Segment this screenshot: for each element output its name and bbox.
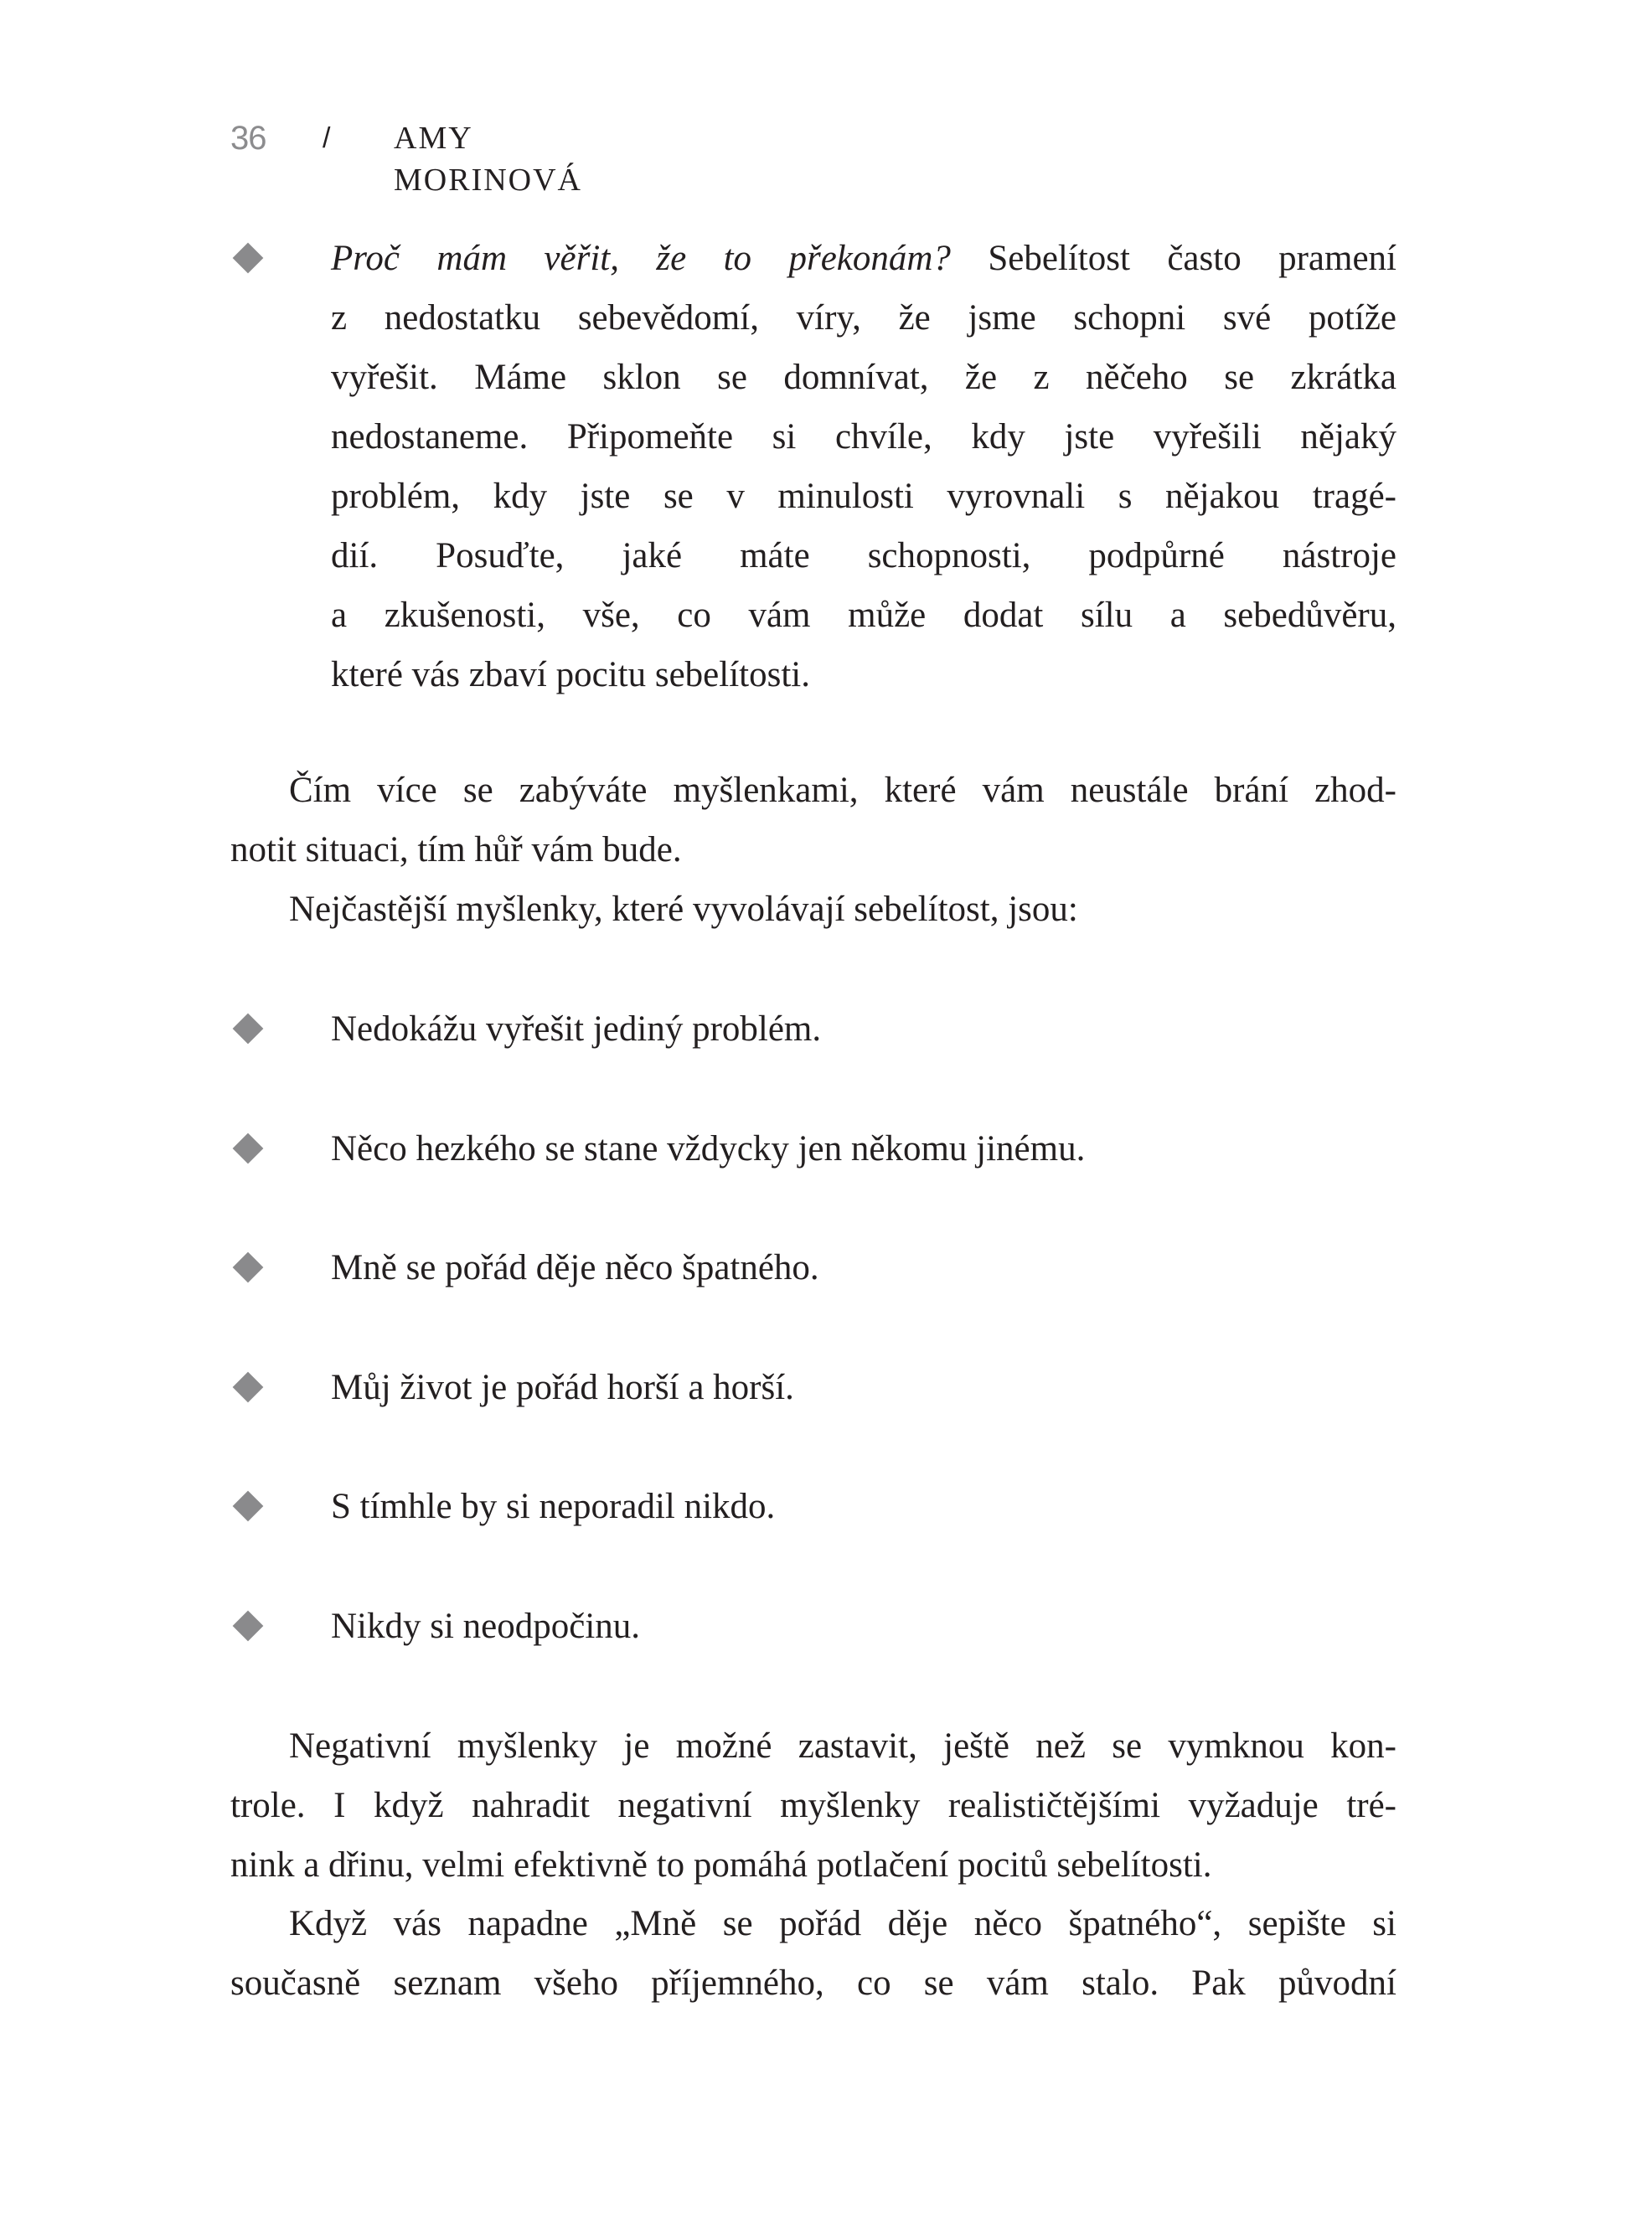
text-line: nink a dřinu, velmi efektivně to pomáhá potlačení pocitů sebelítosti. — [230, 1845, 1212, 1885]
text-line: dií. Posuďte, jaké máte schopnosti, podpůrné nástroje — [331, 536, 1396, 575]
text-line: nedostaneme. Připomeňte si chvíle, kdy jste vyřešili nějaký — [331, 417, 1396, 457]
text-line: které vás zbaví pocitu sebelítosti. — [331, 655, 810, 694]
page-number: 36 — [230, 120, 266, 157]
diamond-bullet-icon — [233, 1133, 264, 1164]
diamond-bullet-icon — [233, 1611, 264, 1642]
text-line — [331, 229, 1396, 288]
diamond-bullet-icon — [233, 1491, 264, 1522]
diamond-bullet-icon — [233, 1252, 264, 1283]
text-line: současně seznam všeho příjemného, co se vám stalo. Pak původní — [230, 1963, 1396, 2003]
text-line: a zkušenosti, vše, co vám může dodat sílu a sebedůvěru, — [331, 596, 1396, 635]
header-separator: / — [323, 122, 331, 154]
text-line: Nejčastější myšlenky, které vyvolávají sebelítost, jsou: — [289, 890, 1078, 929]
text-line: Negativní myšlenky je možné zastavit, ještě než se vymknou kon- — [289, 1726, 1396, 1766]
italic-question: Proč mám věřit, že to překonám? — [331, 239, 951, 278]
diamond-bullet-icon — [233, 243, 264, 274]
bullet-paragraph-text — [331, 229, 1396, 704]
text-line: Čím více se zabýváte myšlenkami, které vám neustále brání zhod- — [289, 771, 1396, 810]
diamond-bullet-icon — [233, 1014, 264, 1045]
paragraph — [230, 880, 1396, 939]
list-item-text: S tímhle by si neporadil nikdo. — [331, 1487, 776, 1526]
diamond-bullet-icon — [233, 1372, 264, 1403]
text-line: Když vás napadne „Mně se pořád děje něco špatného“, sepište si — [289, 1904, 1396, 1943]
list-item-text: Můj život je pořád horší a horší. — [331, 1368, 794, 1407]
list-item-text: Nedokážu vyřešit jediný problém. — [331, 1009, 822, 1049]
list-item-text: Nikdy si neodpočinu. — [331, 1607, 641, 1646]
paragraph — [230, 1894, 1396, 2013]
paragraph — [230, 1716, 1396, 1895]
text-span: Sebelítost často pramení — [950, 239, 1396, 278]
text-line: vyřešit. Máme sklon se domnívat, že z něčeho se zkrátka — [331, 358, 1396, 397]
text-line: trole. I když nahradit negativní myšlenky realističtějšími vyžaduje tré- — [230, 1786, 1396, 1825]
author-name: AMY MORINOVÁ — [394, 121, 582, 198]
text-line: notit situaci, tím hůř vám bude. — [230, 830, 682, 869]
text-line: problém, kdy jste se v minulosti vyrovnali s nějakou tragé- — [331, 477, 1396, 516]
list-item-text: Mně se pořád děje něco špatného. — [331, 1248, 819, 1287]
list-item-text: Něco hezkého se stane vždycky jen někomu jinému. — [331, 1129, 1086, 1169]
paragraph — [230, 761, 1396, 880]
text-line: z nedostatku sebevědomí, víry, že jsme schopni své potíže — [331, 298, 1396, 338]
